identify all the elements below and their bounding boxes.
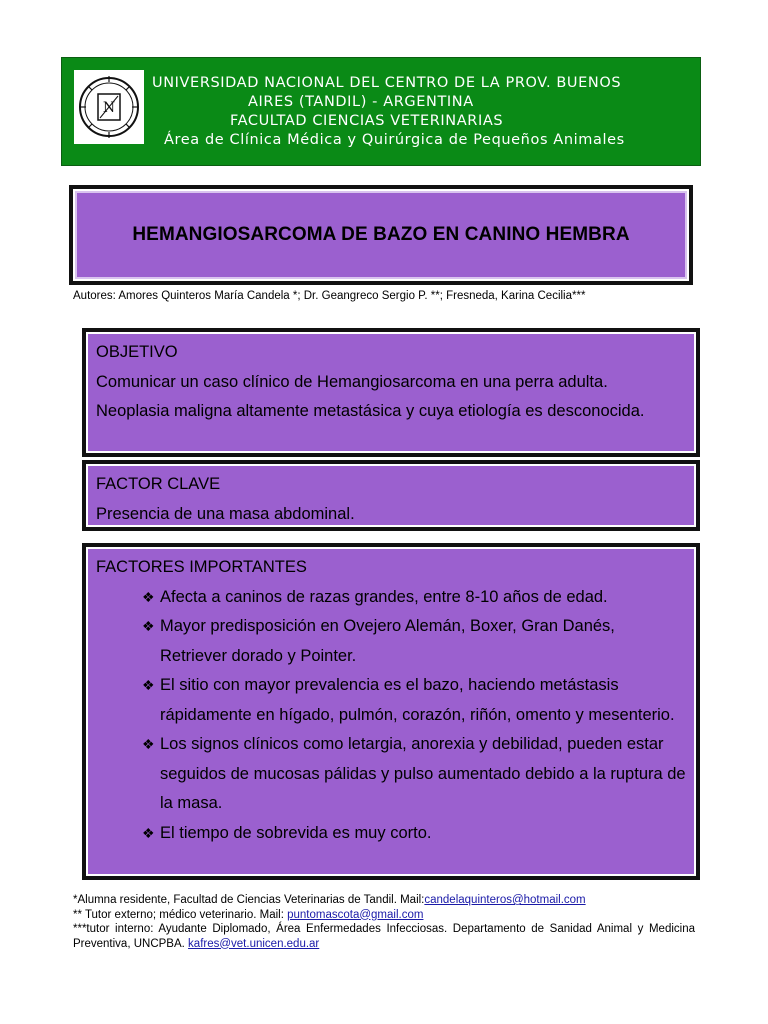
header-text (152, 74, 692, 150)
factor-clave-text: Presencia de una masa abdominal. (96, 504, 355, 523)
svg-text:N: N (102, 100, 116, 116)
footnote-3: ***tutor interno: Ayudante Diplomado, Área Enfermedades Infecciosas. Departamento de Sanidad Animal y Medicina Preventiva, UNCPBA. kafres@vet.unicen.edu.ar (73, 923, 695, 950)
header-line-location: AIRES (TANDIL) - ARGENTINA (248, 94, 474, 110)
header-line-area: Área de Clínica Médica y Quirúrgica de Pequeños Animales (164, 132, 625, 148)
footnote-2: ** Tutor externo; médico veterinario. Mail: puntomascota@gmail.com (73, 908, 424, 921)
list-item: ❖ El tiempo de sobrevida es muy corto. (142, 819, 686, 849)
factor-clave-box (82, 460, 700, 531)
footnotes (73, 893, 695, 951)
objetivo-line-1: Comunicar un caso clínico de Hemangiosarcoma en una perra adulta. (96, 372, 608, 391)
list-item: ❖ Mayor predisposición en Ovejero Alemán, Boxer, Gran Danés, Retriever dorado y Pointer. (142, 612, 686, 671)
footnote-1-email-link[interactable]: candelaquinteros@hotmail.com (424, 894, 586, 906)
list-item: ❖ Los signos clínicos como letargia, anorexia y debilidad, pueden estar seguidos de mucosas pálidas y pulso aumentado debido a la ruptura de la masa. (142, 730, 686, 819)
diamond-bullet-icon: ❖ (142, 736, 155, 752)
footnote-3-email-link[interactable]: kafres@vet.unicen.edu.ar (188, 937, 320, 950)
authors-line: Autores: Amores Quinteros María Candela *; Dr. Geangreco Sergio P. **; Fresneda, Karina Cecilia*** (73, 290, 586, 302)
diamond-bullet-icon: ❖ (142, 618, 155, 634)
list-item: ❖ Afecta a caninos de razas grandes, entre 8-10 años de edad. (142, 583, 686, 613)
diamond-bullet-icon: ❖ (142, 824, 155, 841)
objetivo-heading: OBJETIVO (96, 343, 178, 361)
university-seal-icon (74, 70, 144, 144)
page-title: HEMANGIOSARCOMA DE BAZO EN CANINO HEMBRA (132, 224, 630, 245)
university-header (61, 57, 701, 166)
factores-importantes-box (82, 543, 700, 880)
list-item: ❖ El sitio con mayor prevalencia es el bazo, haciendo metástasis rápidamente en hígado, pulmón, corazón, riñón, omento y mesenterio. (142, 671, 686, 730)
diamond-bullet-icon: ❖ (142, 588, 155, 605)
objetivo-line-2: Neoplasia maligna altamente metastásica y cuya etiología es desconocida. (96, 402, 645, 420)
title-box (69, 185, 693, 285)
factores-importantes-heading: FACTORES IMPORTANTES (96, 558, 307, 576)
factor-clave-heading: FACTOR CLAVE (96, 475, 221, 493)
footnote-2-email-link[interactable]: puntomascota@gmail.com (287, 908, 424, 921)
factores-list (96, 583, 686, 849)
header-line-faculty: FACULTAD CIENCIAS VETERINARIAS (230, 113, 504, 129)
header-line-university: UNIVERSIDAD NACIONAL DEL CENTRO DE LA PROV. BUENOS (152, 75, 622, 91)
objetivo-box (82, 328, 700, 457)
footnote-1: *Alumna residente, Facultad de Ciencias Veterinarias de Tandil. Mail:candelaquinteros@hotmail.com (73, 894, 586, 906)
diamond-bullet-icon: ❖ (142, 677, 155, 693)
